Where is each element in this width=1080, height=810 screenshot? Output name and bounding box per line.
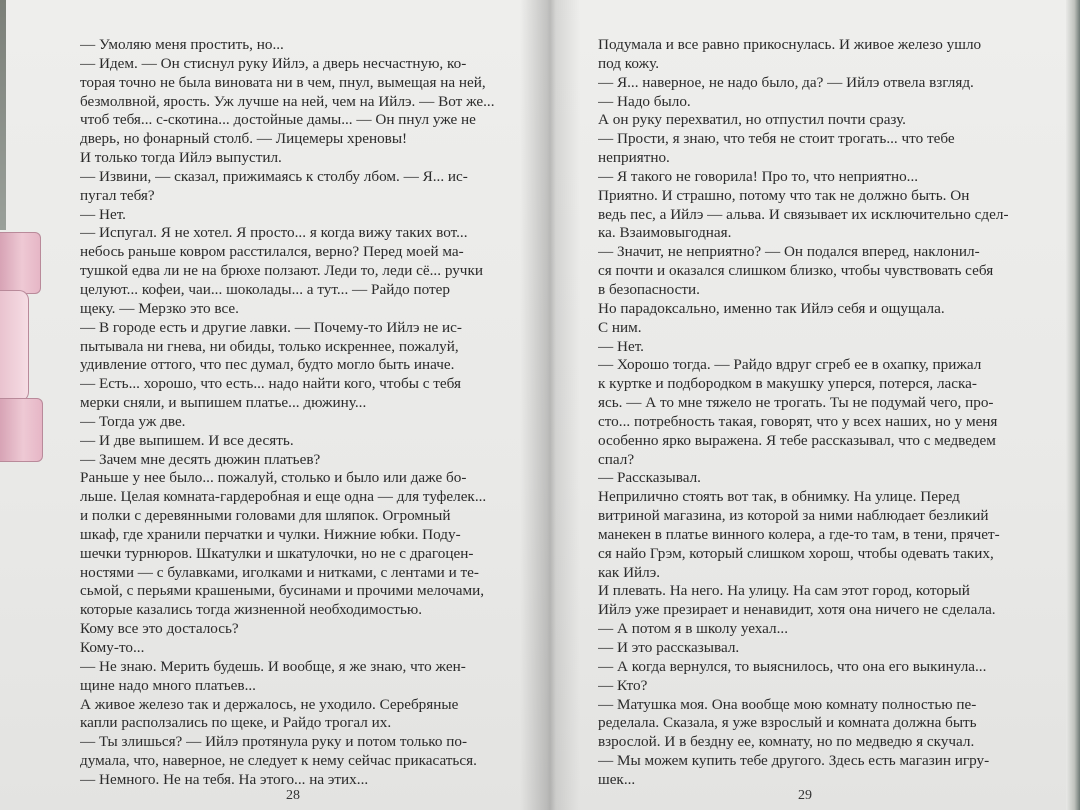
text-line: — Немного. Не на тебя. На этого... на этих... — [80, 770, 369, 788]
text-line: — И две выпишем. И все десять. — [80, 431, 294, 449]
bookmark-clip-icon — [0, 232, 44, 462]
text-line: спал? — [598, 450, 635, 468]
text-line: шек... — [598, 770, 636, 788]
text-line: ся найо Грэм, который слишком хорош, чтобы одевать таких, — [598, 544, 994, 562]
text-line: думала, что, наверное, не следует к нему сейчас прикасаться. — [80, 752, 477, 770]
text-line: — Кто? — [598, 676, 648, 694]
text-line: ясь. — А то мне тяжело не трогать. Ты не подумай чего, про- — [598, 394, 994, 412]
text-line: тушкой едва ли не на брюхе ползают. Леди то, леди сё... ручки — [80, 262, 483, 280]
text-line: — Мы можем купить тебе другого. Здесь есть магазин игру- — [598, 752, 990, 770]
text-line: дверь, но фонарный столб. — Лицемеры хреновы! — [80, 130, 408, 148]
text-line: и полки с деревянными головами для шляпок. Огромный — [80, 507, 451, 525]
text-line: мерки сняли, и выпишем платье... дюжину... — [80, 394, 367, 412]
text-line: — И это рассказывал. — [598, 639, 740, 656]
left-page-text — [80, 36, 522, 790]
text-line: Но парадоксально, именно так Ийлэ себя и ощущала. — [598, 299, 945, 317]
text-line: — Я... наверное, не надо было, да? — Ийлэ отвела взгляд. — [598, 73, 974, 91]
text-line: Подумала и все равно прикоснулась. И живое железо ушло — [598, 36, 982, 53]
text-line: — Умоляю меня простить, но... — [80, 36, 284, 53]
text-line: — Надо было. — [598, 92, 691, 110]
text-line: — Извини, — сказал, прижимаясь к столбу лбом. — Я... ис- — [80, 167, 468, 185]
text-line: — Нет. — [598, 337, 644, 355]
text-line: ка. Взаимовыгодная. — [598, 224, 732, 242]
text-line: торая точно не была виновата ни в чем, пнул, вымещая на ней, — [80, 73, 486, 91]
text-line: А он руку перехватил, но отпустил почти сразу. — [598, 111, 906, 129]
text-line: Кому-то... — [80, 639, 145, 656]
text-line: чтоб тебя... с-скотина... достойные дамы... — Он пнул уже не — [80, 111, 476, 129]
text-line: ведь пес, а Ийлэ — альва. И связывает их исключительно сдел- — [598, 205, 1009, 223]
text-line: — Не знаю. Мерить будешь. И вообще, я же знаю, что жен- — [80, 657, 466, 675]
text-line: — А потом я в школу уехал... — [598, 620, 789, 638]
text-line: — Идем. — Он стиснул руку Ийлэ, а дверь несчастную, ко- — [80, 54, 467, 72]
text-line: льше. Целая комната-гардеробная и еще одна — для туфелек... — [80, 488, 487, 506]
right-page-number: 29 — [798, 788, 812, 803]
text-line: — Зачем мне десять дюжин платьев? — [80, 450, 321, 468]
text-line: целуют... кофеи, чаи... шоколады... а тут... — Райдо потер — [80, 280, 450, 298]
text-line: — Рассказывал. — [598, 469, 701, 487]
text-line: Неприлично стоять вот так, в обнимку. На улице. Перед — [598, 488, 960, 506]
text-line: под кожу. — [598, 54, 659, 72]
text-line: сьмой, с перьями крашеными, бусинами и прочими мелочами, — [80, 582, 485, 600]
text-line: — Значит, не неприятно? — Он подался вперед, наклонил- — [598, 243, 980, 261]
text-line: С ним. — [598, 318, 642, 336]
table-edge — [0, 0, 6, 230]
text-line: ся почти и оказался слишком близко, чтобы чувствовать себя — [598, 262, 994, 280]
text-line: щеку. — Мерзко это все. — [80, 299, 239, 317]
text-line: безмолвной, ярость. Уж лучше на ней, чем на Ийлэ. — Вот же... — [80, 92, 495, 110]
text-line: шкаф, где хранили перчатки и чулки. Нижние юбки. Поду- — [80, 525, 461, 543]
text-line: к куртке и подбородком в макушку уперся, потерся, ласка- — [598, 375, 977, 393]
text-line: пугал тебя? — [80, 186, 155, 204]
text-line: капли расползались по щеке, и Райдо трогал их. — [80, 714, 392, 732]
text-line: Кому все это досталось? — [80, 620, 239, 638]
text-line: манекен в платье винного колера, а где-то там, в тени, прячет- — [598, 525, 1000, 543]
text-line: — Нет. — [80, 205, 126, 223]
text-line: И плевать. На него. На улицу. На сам этот город, который — [598, 582, 970, 600]
text-line: ностями — с булавками, иголками и нитками, с лентами и те- — [80, 563, 479, 581]
text-line: А живое железо так и держалось, не уходило. Серебряные — [80, 695, 459, 713]
text-line: — Прости, я знаю, что тебя не стоит трогать... что тебе — [598, 130, 955, 148]
text-line: — В городе есть и другие лавки. — Почему-то Ийлэ не ис- — [80, 318, 462, 336]
text-line: — А когда вернулся, то выяснилось, что она его выкинула... — [598, 657, 987, 675]
text-line: щине надо много платьев... — [80, 676, 256, 694]
text-line: — Испугал. Я не хотел. Я просто... я когда вижу таких вот... — [80, 224, 468, 242]
text-line: сто... потребность такая, говорят, что у всех наших, но у меня — [598, 412, 998, 430]
text-line: в безопасности. — [598, 280, 700, 298]
text-line: взрослой. И в бездну ее, комнату, но по медведю я скучал. — [598, 733, 975, 751]
left-page-number: 28 — [286, 788, 300, 803]
text-line: пытывала ни гнева, ни обиды, только искреннее, пожалуй, — [80, 337, 459, 355]
text-line: — Матушка моя. Она вообще мою комнату полностью пе- — [598, 695, 977, 713]
text-line: неприятно. — [598, 149, 670, 167]
text-line: особенно ярко выражена. Я тебе рассказывал, что с медведем — [598, 431, 996, 449]
right-page — [546, 0, 1080, 810]
page-edge — [1066, 0, 1080, 810]
text-line: — Есть... хорошо, что есть... надо найти кого, чтобы с тебя — [80, 375, 461, 393]
text-line: — Хорошо тогда. — Райдо вдруг сгреб ее в охапку, прижал — [598, 356, 982, 374]
text-line: — Ты злишься? — Ийлэ протянула руку и потом только по- — [80, 733, 468, 751]
text-line: как Ийлэ. — [598, 563, 661, 581]
text-line: которые казались тогда жизненной необходимостью. — [80, 601, 422, 619]
text-line: шечки турнюров. Шкатулки и шкатулочки, но не с драгоцен- — [80, 544, 474, 562]
text-line: витриной магазина, из которой за ними наблюдает безликий — [598, 507, 989, 525]
text-line: Ийлэ уже презирает и ненавидит, хотя она ничего не сделала. — [598, 601, 996, 619]
text-line: удивление оттого, что пес думал, будто могло быть иначе. — [80, 356, 455, 374]
text-line: И только тогда Ийлэ выпустил. — [80, 149, 282, 167]
text-line: — Я такого не говорила! Про то, что неприятно... — [598, 167, 919, 185]
text-line: — Тогда уж две. — [80, 412, 186, 430]
text-line: Приятно. И страшно, потому что так не должно быть. Он — [598, 186, 970, 204]
text-line: небось раньше ковром расстилался, верно? Перед моей ма- — [80, 243, 464, 261]
text-line: ределала. Сказала, я уже взрослый и комната должна быть — [598, 714, 977, 732]
text-line: Раньше у нее было... пожалуй, столько и было или даже бо- — [80, 469, 467, 487]
right-page-text — [598, 36, 1036, 790]
